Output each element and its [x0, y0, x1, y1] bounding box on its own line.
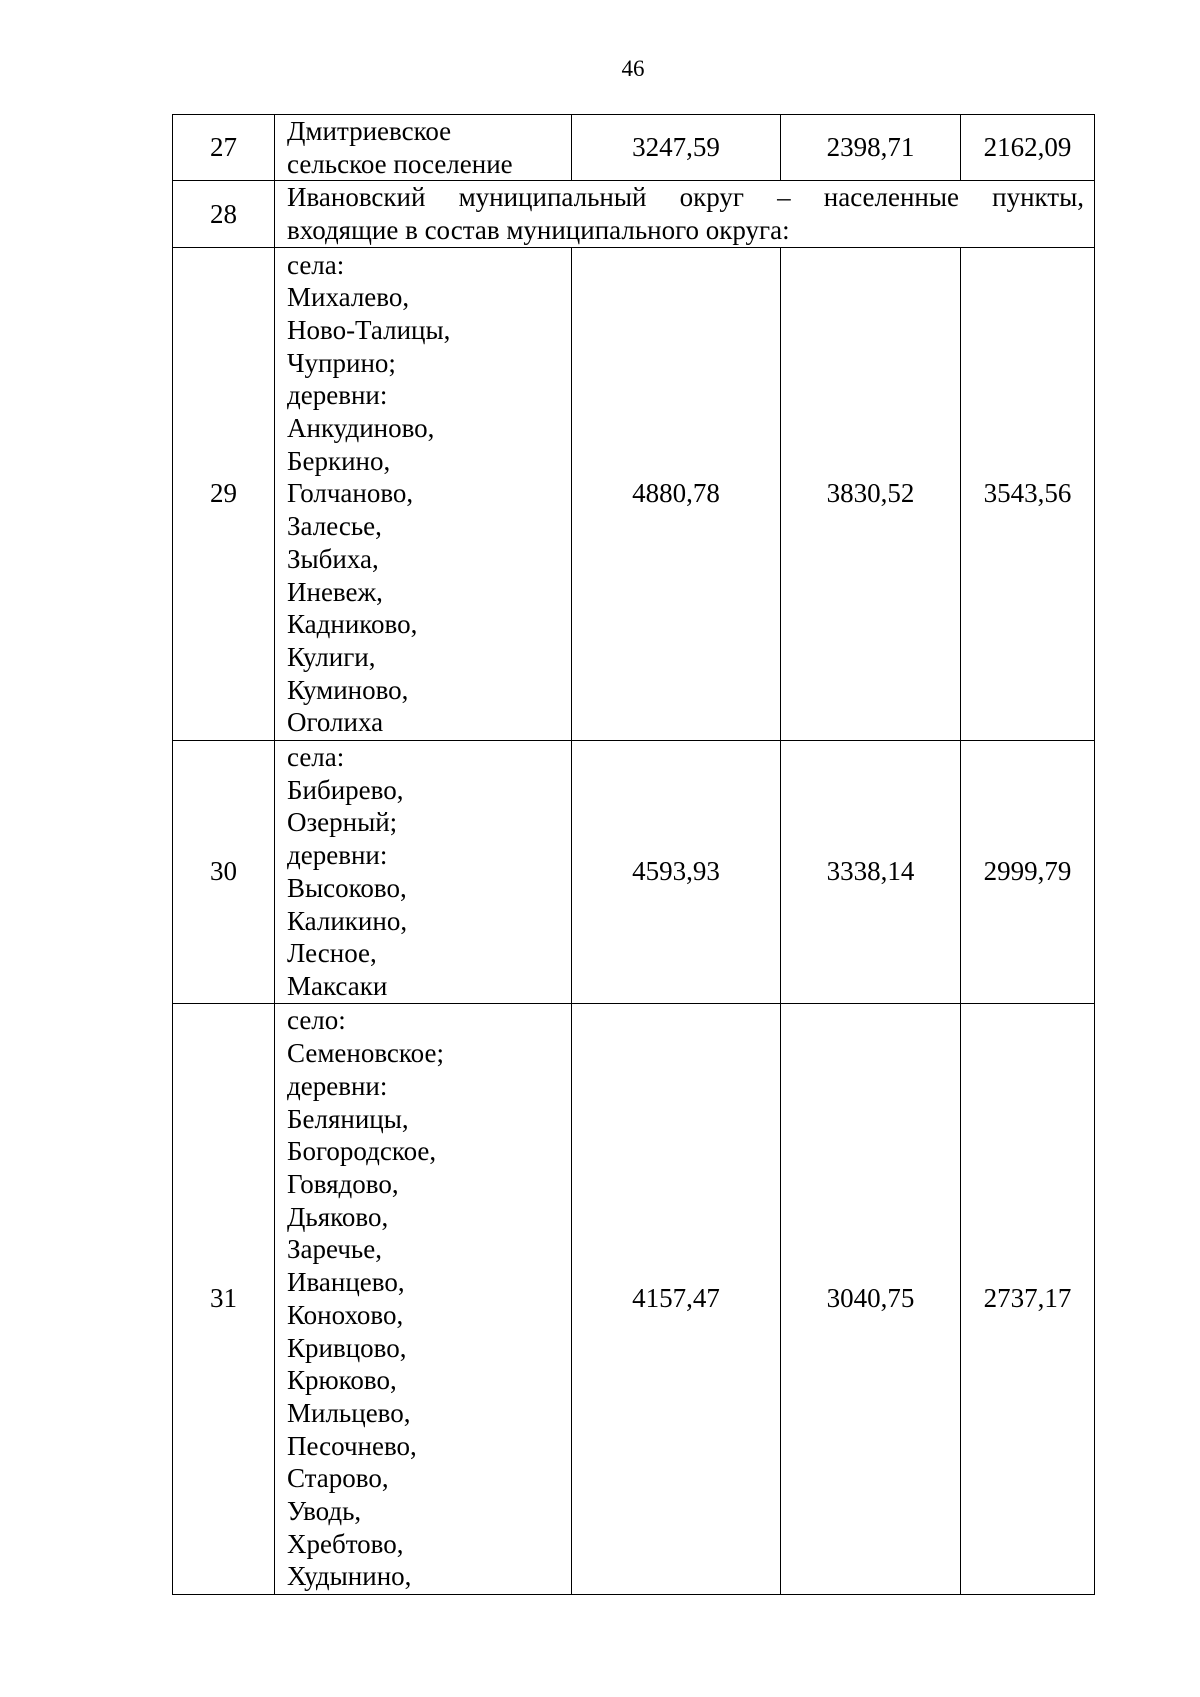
table-row	[173, 181, 1095, 247]
settlement-name-cell	[275, 1003, 572, 1594]
settlement-name-line: Конохово,	[287, 1299, 404, 1330]
settlement-name-line: сельское поселение	[287, 148, 513, 179]
district-header-cell	[275, 181, 1095, 247]
row-number: 30	[173, 740, 275, 1003]
settlement-name-line: села:	[287, 742, 345, 772]
value-cell-2: 2398,71	[781, 115, 961, 181]
settlement-name-line: Беркино,	[287, 445, 391, 476]
row-number: 29	[173, 247, 275, 740]
value-cell-1: 4157,47	[572, 1003, 781, 1594]
settlement-name-line: Зыбиха,	[287, 543, 379, 574]
value-cell-1: 4593,93	[572, 740, 781, 1003]
value-cell-2: 3338,14	[781, 740, 961, 1003]
value-cell-2: 3040,75	[781, 1003, 961, 1594]
row-number: 28	[173, 181, 275, 247]
settlement-name-line: Ново-Талицы,	[287, 314, 451, 345]
settlement-name-line: Говядово,	[287, 1169, 399, 1199]
settlement-name-line: Дмитриевское	[287, 116, 452, 146]
settlement-name-line: Голчаново,	[287, 478, 414, 509]
value-cell-3: 2999,79	[961, 740, 1095, 1003]
settlement-name-line: Песочнево,	[287, 1430, 417, 1461]
settlement-name-line: Залесье,	[287, 511, 382, 542]
settlement-name-line: Каликино,	[287, 905, 408, 936]
settlement-name-line: Чуприно;	[287, 347, 396, 378]
settlement-name-line: Худынино,	[287, 1561, 412, 1592]
value-cell-1: 4880,78	[572, 247, 781, 740]
table-row	[173, 1003, 1095, 1594]
value-cell-1: 3247,59	[572, 115, 781, 181]
value-cell-3: 2737,17	[961, 1003, 1095, 1594]
settlement-name-line: Богородское,	[287, 1136, 437, 1167]
settlement-name-line: Высоково,	[287, 872, 407, 903]
settlement-name-line: деревни:	[287, 840, 388, 871]
page-number: 46	[621, 56, 645, 81]
value-cell-3: 3543,56	[961, 247, 1095, 740]
settlement-name-line: Уводь,	[287, 1496, 362, 1527]
settlement-name-line: Хребтово,	[287, 1528, 404, 1559]
settlement-name-line: Иванцево,	[287, 1267, 405, 1298]
table-row	[173, 247, 1095, 740]
settlement-name-line: Кривцово,	[287, 1332, 407, 1363]
district-header-line: входящие в состав муниципального округа:	[287, 215, 790, 246]
settlement-name-line: Максаки	[287, 970, 388, 1001]
settlement-name-line: деревни:	[287, 380, 388, 411]
settlement-name-line: Старово,	[287, 1463, 389, 1494]
settlement-name-line: Беляницы,	[287, 1103, 409, 1134]
settlement-name-line: деревни:	[287, 1070, 388, 1101]
settlement-name-line: Кадниково,	[287, 609, 418, 640]
settlement-name-line: Кулиги,	[287, 641, 376, 672]
row-number: 31	[173, 1003, 275, 1594]
settlement-name-line: Анкудиново,	[287, 413, 435, 444]
settlement-name-line: Иневеж,	[287, 576, 383, 607]
settlement-name-cell	[275, 247, 572, 740]
value-cell-2: 3830,52	[781, 247, 961, 740]
data-table	[172, 114, 1095, 1595]
settlement-name-cell	[275, 115, 572, 181]
table-row	[173, 115, 1095, 181]
settlement-name-line: села:	[287, 249, 345, 280]
settlement-name-line: Лесное,	[287, 938, 377, 969]
settlement-name-line: Оголиха	[287, 707, 384, 738]
district-header-line: Ивановский муниципальный округ – населенные пункты,	[287, 182, 1084, 213]
settlement-name-cell	[275, 740, 572, 1003]
value-cell-3: 2162,09	[961, 115, 1095, 181]
settlement-name-line: Куминово,	[287, 674, 409, 705]
settlement-name-line: Бибирево,	[287, 774, 404, 805]
settlement-name-line: село:	[287, 1005, 346, 1036]
row-number: 27	[173, 115, 275, 181]
settlement-name-line: Дьяково,	[287, 1201, 389, 1232]
settlement-name-line: Михалево,	[287, 282, 410, 313]
settlement-name-line: Семеновское;	[287, 1038, 444, 1069]
settlement-name-line: Мильцево,	[287, 1397, 411, 1428]
settlement-name-line: Озерный;	[287, 807, 398, 838]
settlement-name-line: Заречье,	[287, 1234, 382, 1265]
settlement-name-line: Крюково,	[287, 1365, 397, 1396]
table-row	[173, 740, 1095, 1003]
